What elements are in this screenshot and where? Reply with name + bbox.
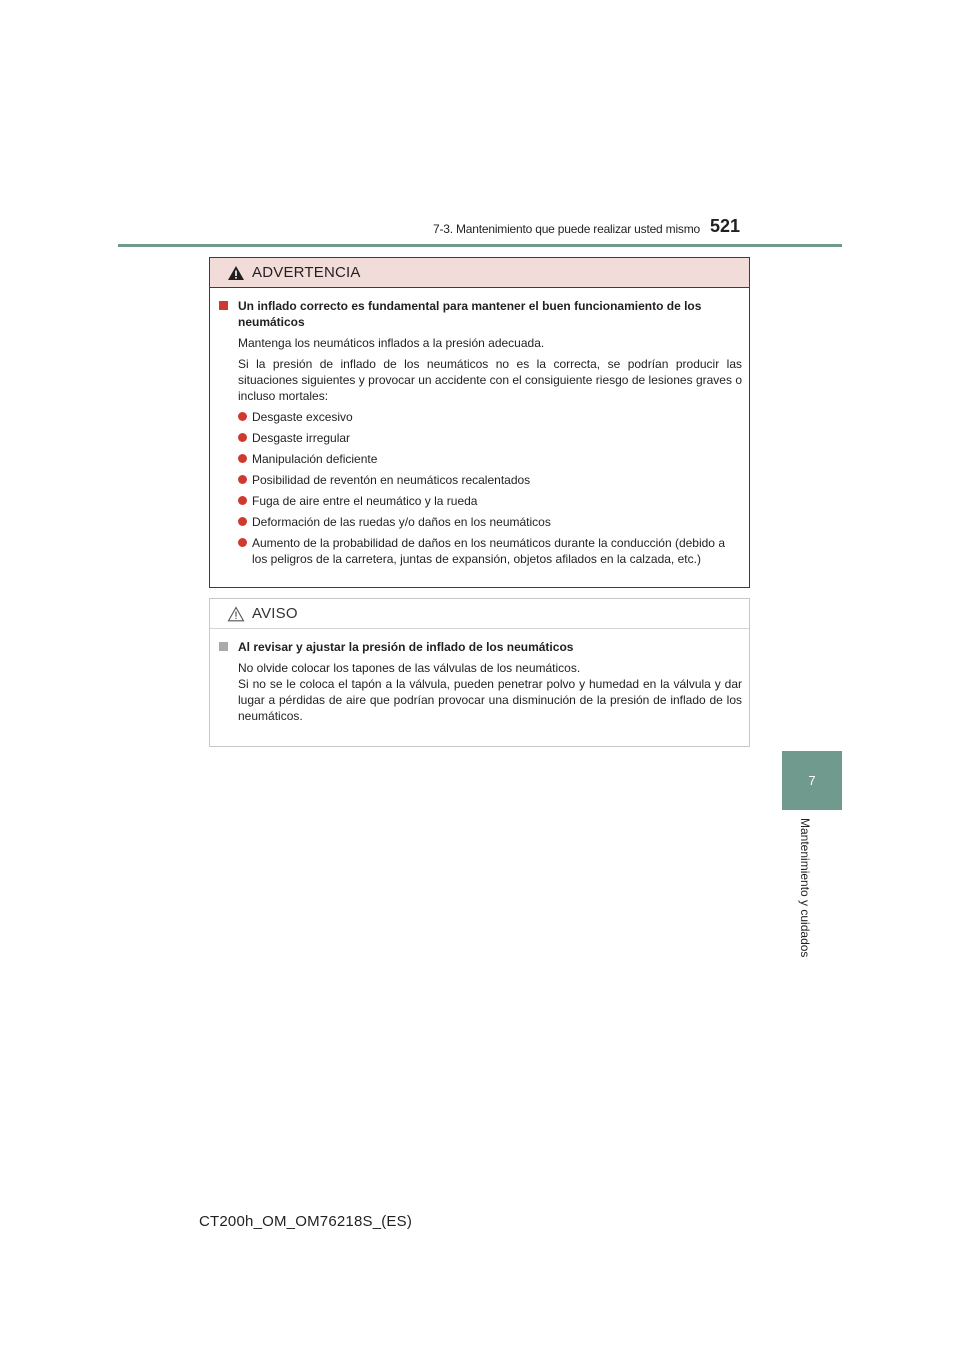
notice-section-title bbox=[219, 639, 742, 655]
bullet-dot-icon bbox=[238, 412, 247, 421]
bullet-dot-icon bbox=[238, 496, 247, 505]
bullet-text: Fuga de aire entre el neumático y la rueda bbox=[252, 494, 478, 508]
warning-triangle-icon bbox=[227, 265, 245, 281]
caution-triangle-icon bbox=[227, 606, 245, 622]
warning-bullet-item bbox=[238, 472, 742, 488]
chapter-tab[interactable]: 7 bbox=[782, 751, 842, 810]
bullet-text: Desgaste excesivo bbox=[252, 410, 353, 424]
warning-section-title bbox=[219, 298, 742, 330]
bullet-dot-icon bbox=[238, 433, 247, 442]
bullet-text: Aumento de la probabilidad de daños en los neumáticos durante la conducción (debido a los peligros de la carretera, juntas de expansión, objetos afilados en la calzada, etc.) bbox=[252, 536, 725, 566]
notice-heading: AVISO bbox=[252, 605, 298, 622]
warning-paragraph: Mantenga los neumáticos inflados a la presión adecuada. bbox=[238, 336, 545, 350]
page-number: 521 bbox=[710, 216, 741, 236]
section-square-icon bbox=[219, 642, 228, 651]
bullet-text: Manipulación deficiente bbox=[252, 452, 378, 466]
warning-bullet-item bbox=[238, 451, 742, 467]
notice-box-header bbox=[210, 599, 749, 629]
warning-bullet-item bbox=[238, 535, 742, 567]
bullet-dot-icon bbox=[238, 517, 247, 526]
notice-body bbox=[210, 629, 749, 724]
warning-body bbox=[210, 288, 749, 567]
warning-paragraph: Si la presión de inflado de los neumáticos no es la correcta, se podrían producir las situaciones siguientes y provocar un accidente con el consiguiente riesgo de lesiones graves o incluso mortales: bbox=[238, 357, 742, 403]
notice-paragraph: Si no se le coloca el tapón a la válvula, pueden penetrar polvo y humedad en la válvula y dar lugar a pérdidas de aire que podrían provocar una disminución de la presión de inflado de los neumáticos. bbox=[238, 677, 742, 723]
bullet-text: Desgaste irregular bbox=[252, 431, 351, 445]
notice-section-title-text: Al revisar y ajustar la presión de inflado de los neumáticos bbox=[238, 640, 574, 654]
bullet-dot-icon bbox=[238, 475, 247, 484]
header-title: 7-3. Mantenimiento que puede realizar usted mismo bbox=[432, 222, 700, 236]
notice-box bbox=[209, 598, 750, 747]
warning-bullet-item bbox=[238, 430, 742, 446]
chapter-label: Mantenimiento y cuidados bbox=[798, 818, 812, 958]
footer-document-code: CT200h_OM_OM76218S_(ES) bbox=[199, 1213, 413, 1230]
warning-box bbox=[209, 257, 750, 588]
warning-heading: ADVERTENCIA bbox=[252, 264, 361, 281]
header-rule bbox=[118, 244, 842, 247]
bullet-dot-icon bbox=[238, 538, 247, 547]
notice-paragraph: No olvide colocar los tapones de las válvulas de los neumáticos. bbox=[238, 661, 581, 675]
bullet-text: Deformación de las ruedas y/o daños en los neumáticos bbox=[252, 515, 551, 529]
warning-section-title-text: Un inflado correcto es fundamental para mantener el buen funcionamiento de los neumáticos bbox=[238, 299, 702, 329]
bullet-text: Posibilidad de reventón en neumáticos recalentados bbox=[252, 473, 531, 487]
warning-bullet-item bbox=[238, 409, 742, 425]
section-square-icon bbox=[219, 301, 228, 310]
warning-bullet-item bbox=[238, 493, 742, 509]
bullet-dot-icon bbox=[238, 454, 247, 463]
warning-box-header bbox=[210, 258, 749, 288]
warning-bullet-item bbox=[238, 514, 742, 530]
